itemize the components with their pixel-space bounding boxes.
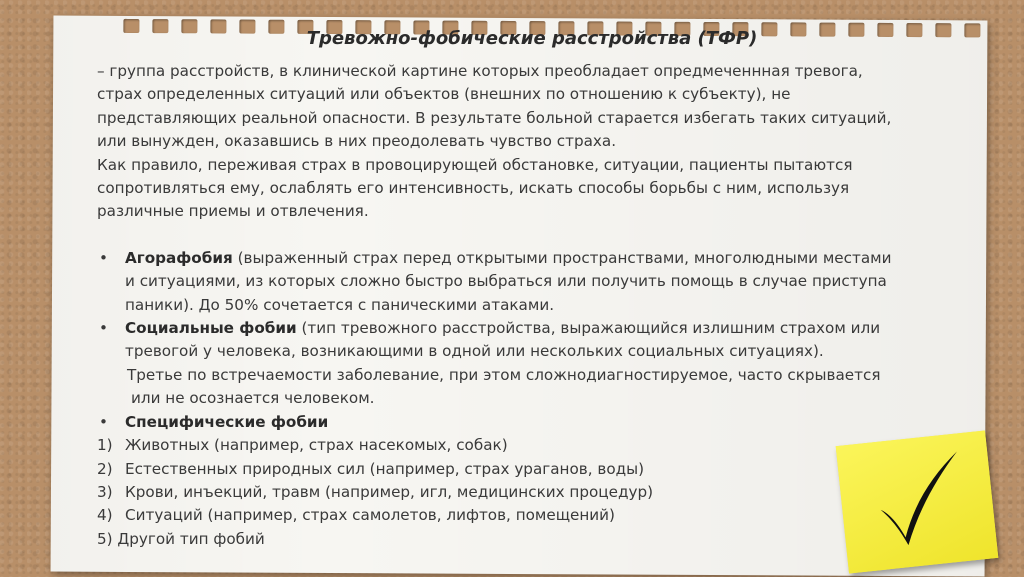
term-social: Социальные фобии	[125, 319, 297, 338]
social-line: или не осознается человеком.	[131, 389, 375, 408]
bullet-agoraphobia	[97, 247, 937, 317]
list-item: 1) Животных (например, страх насекомых, собак)	[97, 436, 508, 455]
checkmark-icon	[856, 439, 977, 560]
term-agoraphobia: Агорафобия	[125, 248, 233, 267]
agoraphobia-line: и ситуациями, из которых сложно быстро выбраться или получить помощь в случае приступа	[125, 272, 887, 291]
list-item: 4) Ситуаций (например, страх самолетов, лифтов, помещений)	[97, 506, 615, 525]
list-item: 5) Другой тип фобий	[97, 529, 265, 548]
intro-line: сопротивляться ему, ослаблять его интенсивность, искать способы борьбы с ним, используя	[97, 179, 850, 198]
intro-line: различные приемы и отвлечения.	[97, 202, 369, 221]
slide-content	[97, 26, 937, 551]
specific-list	[97, 434, 937, 551]
bullet-social	[97, 317, 937, 411]
social-line: тревогой у человека, возникающими в одной или нескольких социальных ситуациях).	[125, 342, 824, 361]
list-item: 2) Естественных природных сил (например, страх ураганов, воды)	[97, 459, 645, 478]
bullet-marker: •	[99, 319, 108, 338]
intro-line: Как правило, переживая страх в провоцирующей обстановке, ситуации, пациенты пытаются	[97, 155, 853, 174]
bullet-marker: •	[99, 412, 108, 431]
agoraphobia-line: (выраженный страх перед открытыми пространствами, многолюдными местами	[232, 248, 892, 267]
sticky-note	[836, 431, 999, 574]
social-line: (тип тревожного расстройства, выражающийся излишним страхом или	[296, 319, 881, 338]
term-specific: Специфические фобии	[125, 412, 329, 431]
social-line: Третье по встречаемости заболевание, при этом сложнодиагностируемое, часто скрывается	[127, 365, 881, 384]
intro-line: страх определенных ситуаций или объектов (внешних по отношению к субъекту), не	[97, 85, 791, 104]
bullet-marker: •	[99, 248, 108, 267]
agoraphobia-line: паники). До 50% сочетается с паническими атаками.	[125, 295, 555, 314]
page-title: Тревожно-фобические расстройства (ТФР)	[306, 28, 758, 49]
bullet-specific	[97, 411, 937, 434]
intro-line: – группа расстройств, в клинической картине которых преобладает опредмеченнная тревога,	[97, 62, 863, 80]
intro-line: или вынужден, оказавшись в них преодолевать чувство страха.	[97, 132, 617, 151]
intro-line: представляющих реальной опасности. В результате больной старается избегать таких ситуаций,	[97, 108, 892, 127]
list-item: 3) Крови, инъекций, травм (например, игл, медицинских процедур)	[97, 482, 654, 501]
